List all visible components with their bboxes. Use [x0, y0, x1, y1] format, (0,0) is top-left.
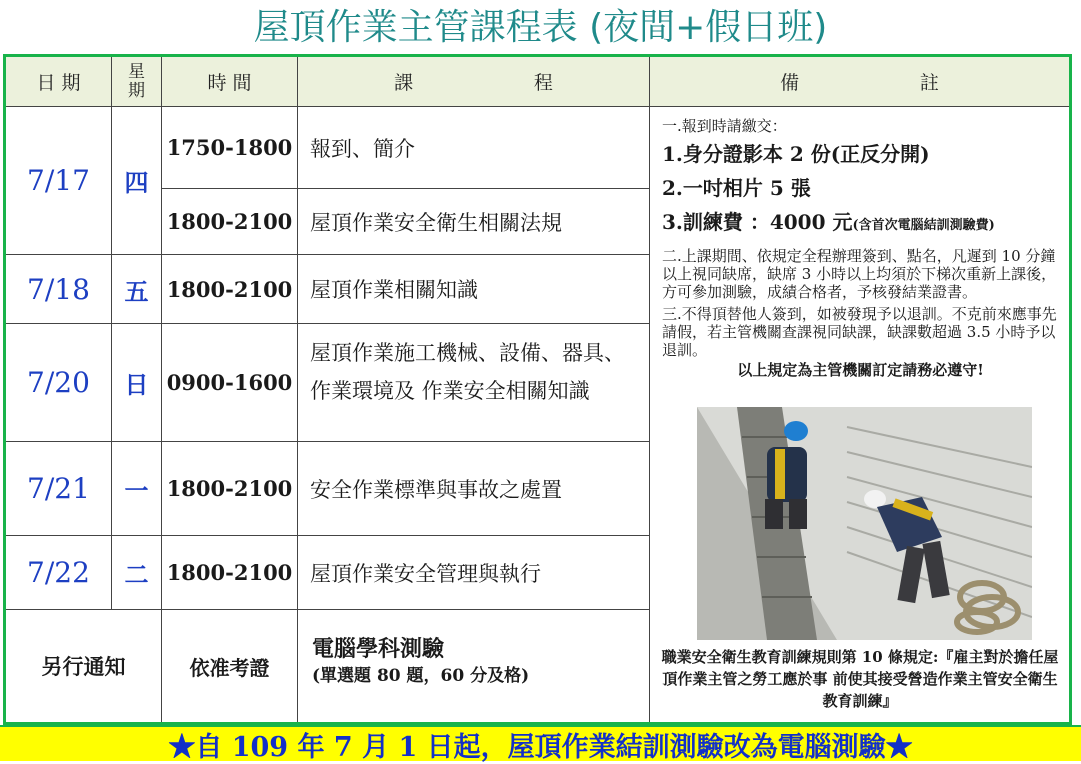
course-cell: 報到、簡介 — [298, 107, 650, 189]
course-cell: 安全作業標準與事故之處置 — [298, 442, 650, 536]
date-cell: 7/20 — [6, 324, 112, 442]
course-cell: 屋頂作業施工機械、設備、器具、作業環境及 作業安全相關知識 — [298, 324, 650, 442]
date-cell: 7/18 — [6, 255, 112, 324]
exam-ticket-cell: 依准考證 — [162, 610, 298, 722]
weekday-cell: 二 — [112, 536, 162, 610]
roof-workers-photo — [697, 407, 1032, 640]
announcement-banner: ★自 109 年 7 月 1 日起，屋頂作業結訓測驗改為電腦測驗★ — [0, 725, 1081, 761]
date-cell: 7/21 — [6, 442, 112, 536]
fee-note: (含首次電腦結訓測驗費) — [852, 218, 995, 233]
weekday-cell: 五 — [112, 255, 162, 324]
fee-text: 3.訓練費 ：4000 元 — [662, 210, 853, 234]
exam-detail: (單選題 80 題，60 分及格) — [312, 666, 530, 686]
header-course: 課 程 — [298, 57, 650, 107]
remark-item3: 三.不得頂替他人簽到，如被發現予以退訓。不克前來應事先請假，若主管機關查課視同缺課，缺課數超過 3.5 小時予以退訓。 — [662, 305, 1057, 359]
remark-item1-a: 1.身分證影本 2 份(正反分開) — [662, 142, 930, 166]
course-cell: 屋頂作業安全衛生相關法規 — [298, 189, 650, 255]
remark-item2: 二.上課期間、依規定全程辦理簽到、點名，凡遲到 10 分鐘以上視同缺席，缺席 3 小時以上均須於下梯次重新上課後，方可參加測驗，成績合格者，予核發結業證書。 — [662, 247, 1057, 301]
weekday-cell: 四 — [112, 107, 162, 255]
time-cell: 0900-1600 — [162, 324, 298, 442]
time-cell: 1750-1800 — [162, 107, 298, 189]
time-cell: 1800-2100 — [162, 255, 298, 324]
page-title: 屋頂作業主管課程表 (夜間+假日班) — [253, 7, 828, 48]
exam-title: 電腦學科測驗 — [312, 636, 445, 662]
exam-course-cell — [298, 610, 650, 722]
date-cell: 7/17 — [6, 107, 112, 255]
course-cell: 屋頂作業安全管理與執行 — [298, 536, 650, 610]
header-time: 時 間 — [162, 57, 298, 107]
weekday-cell: 一 — [112, 442, 162, 536]
time-cell: 1800-2100 — [162, 442, 298, 536]
remark-item1-b: 2.一吋相片 5 張 — [662, 176, 811, 200]
weekday-cell: 日 — [112, 324, 162, 442]
course-cell: 屋頂作業相關知識 — [298, 255, 650, 324]
time-cell: 1800-2100 — [162, 536, 298, 610]
remark-item1-c — [662, 205, 1059, 243]
header-weekday: 星期 — [112, 57, 162, 107]
exam-notice-cell: 另行通知 — [6, 610, 162, 722]
remark-notice: 以上規定為主管機關訂定請務必遵守! — [737, 361, 984, 379]
header-date: 日 期 — [6, 57, 112, 107]
date-cell: 7/22 — [6, 536, 112, 610]
time-cell: 1800-2100 — [162, 189, 298, 255]
remark-item1-head: 一.報到時請繳交： — [662, 117, 787, 135]
regulation-note: 職業安全衛生教育訓練規則第 10 條規定:『雇主對於擔任屋頂作業主管之勞工應於事 前使其接受營造作業主管安全衛生教育訓練』 — [661, 648, 1059, 710]
header-remark: 備 註 — [650, 57, 1069, 107]
